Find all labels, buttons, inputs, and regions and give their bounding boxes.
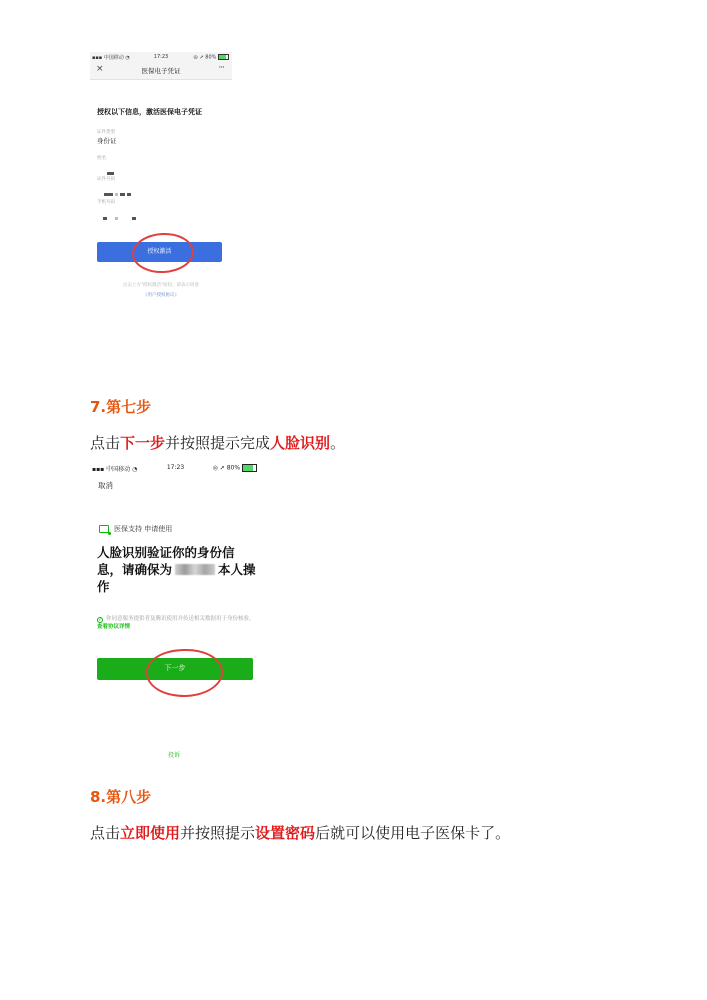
authorize-activate-button[interactable]: 授权激活: [97, 242, 222, 262]
signal-icon: ▪▪▪: [92, 55, 103, 61]
status-bar: [90, 52, 232, 62]
page-heading: 授权以下信息，激活医保电子凭证: [97, 108, 202, 116]
view-agreement-link[interactable]: 查看协议详情: [97, 624, 131, 630]
field-label-id-type: 证件类型: [97, 130, 115, 135]
more-icon[interactable]: ···: [218, 63, 224, 73]
step7-instruction: 点击下一步并按照提示完成人脸识别。: [90, 434, 346, 452]
status-bar: [88, 462, 263, 476]
field-label-name: 姓名: [97, 156, 106, 161]
step7-heading: 7.第七步: [90, 398, 152, 416]
face-verify-title: 人脸识别验证你的身份信息，请确保为 本人操作: [97, 545, 256, 594]
step8-instruction: 点击立即使用并按照提示设置密码后就可以使用电子医保卡了。: [90, 824, 511, 842]
highlight-use-now: 立即使用: [120, 824, 181, 842]
step8-heading: 8.第八步: [90, 788, 152, 806]
nav-bar: [90, 62, 232, 80]
highlight-next-step: 下一步: [120, 434, 166, 452]
source-text: 医保支持 申请使用: [114, 525, 173, 533]
next-step-button[interactable]: 下一步: [97, 658, 253, 680]
carrier-label: 中国移动: [106, 466, 131, 473]
location-icon: ➚: [219, 464, 225, 472]
wifi-icon: ◔: [125, 55, 130, 61]
annotation-circle: [145, 647, 224, 699]
complain-link[interactable]: 投诉: [168, 752, 181, 759]
field-value-phone-redacted: [103, 208, 138, 227]
agreement-hint: 点击上方"授权激活"按钮，即表示同意: [122, 283, 200, 288]
nav-title: 医保电子凭证: [141, 67, 181, 75]
battery-icon: [242, 464, 257, 472]
annotation-circle: [131, 231, 195, 274]
field-label-id-number: 证件号码: [97, 177, 115, 182]
consent-text: ✓ 你同意服务提供者及腾讯使用并传送相关数据用于身份核验。查看协议详情: [97, 616, 255, 630]
field-value-id-type: 身份证: [97, 137, 117, 145]
close-icon[interactable]: ×: [96, 64, 104, 74]
cancel-button[interactable]: 取消: [98, 481, 113, 490]
screenshot-activate: [90, 52, 232, 314]
highlight-set-password: 设置密码: [255, 824, 316, 842]
status-time: 17:23: [153, 54, 169, 60]
user-agreement-link[interactable]: 《用户授权协议》: [143, 293, 179, 298]
wifi-icon: ◔: [132, 466, 138, 473]
source-row: [99, 524, 172, 534]
name-blurred: [175, 564, 215, 575]
carrier-label: 中国移动: [103, 55, 124, 61]
location-icon: ➚: [199, 54, 204, 61]
screenshot-face-verify: [88, 462, 263, 764]
battery-percent: 80%: [205, 54, 217, 61]
signal-icon: ▪▪▪: [92, 466, 105, 473]
alarm-icon: ◎: [193, 54, 198, 61]
alarm-icon: ◎: [212, 464, 218, 472]
app-icon: [99, 525, 109, 533]
field-label-phone: 手机号码: [97, 200, 115, 205]
status-time: 17:23: [166, 464, 185, 471]
battery-percent: 80%: [226, 464, 241, 472]
check-circle-icon[interactable]: ✓: [98, 617, 103, 623]
battery-icon: [218, 54, 229, 60]
highlight-face-recognition: 人脸识别: [270, 434, 331, 452]
